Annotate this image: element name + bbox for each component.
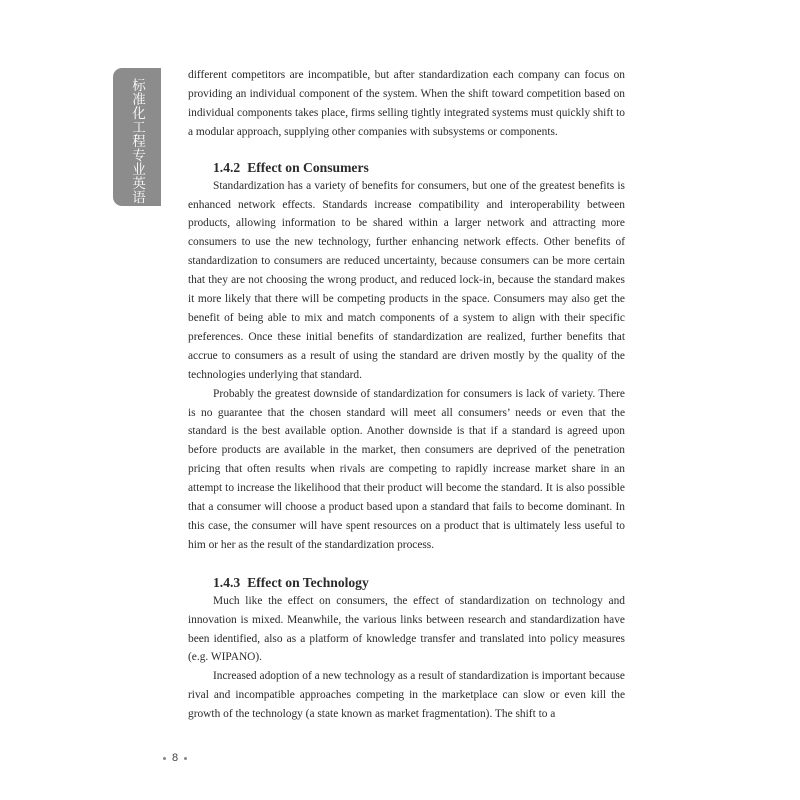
section-heading-consumers (188, 159, 625, 177)
technology-paragraph-2: Increased adoption of a new technology as a result of standardization is important because rival and incompatible approaches competing in the marketplace can slow or even kill the growth of the technology (a state known as market fragmentation). The shift to a (188, 670, 625, 721)
footer-dot-left (163, 757, 166, 760)
side-tab-label: 标准化工程专业英语 (129, 78, 145, 204)
footer-dot-right (184, 757, 187, 760)
section-number: 1.4.3 (213, 574, 241, 590)
section-title: Effect on Technology (247, 574, 369, 590)
consumers-paragraph-1: Standardization has a variety of benefits for consumers, but one of the greatest benefits is enhanced network effects. Standards increase compatibility and interoperability between products, allowing information to be shared within a larger network and attracting more consumers to use the new technology, further enhancing network effects. Other benefits of standardization to consumers are reduced uncertainty, because consumers can be more certain that they are not choosing the wrong product, and reduced lock-in, because the standard makes it more likely that there will be competing products in the space. Consumers may also get the benefit of being able to mix and match components of a system to align with their specific preferences. Once these initial benefits of standardization are realized, further benefits that accrue to consumers as a result of using the standard are driven mostly by the quality of the technologies underlying that standard. (188, 179, 625, 381)
section-number: 1.4.2 (213, 159, 241, 175)
intro-paragraph: different competitors are incompatible, but after standardization each company can focus on providing an individual component of the system. When the shift toward competition based on individual components takes place, firms selling tightly integrated systems must quickly shift to a modular approach, supplying other companies with subsystems or components. (188, 69, 625, 138)
technology-paragraph-1: Much like the effect on consumers, the effect of standardization on technology and innovation is mixed. Meanwhile, the various links between research and standardization have been identified, also as a platform of knowledge transfer and translated into policy measures (e.g. WIPANO). (188, 594, 625, 664)
consumers-paragraph-2: Probably the greatest downside of standardization for consumers is lack of variety. There is no guarantee that the chosen standard will meet all consumers’ needs or even that the standard is the best available option. Another downside is that if a standard is agreed upon before products are available in the market, then consumers are deprived of the penetration pricing that often results when rivals are competing to rapidly increase market share in an attempt to increase the likelihood that their product will become the standard. It is also possible that a consumer will choose a product based upon a standard that fails to become dominant. In this case, the consumer will have spent resources on a product that is ultimately less useful to him or her as the result of the standardization process. (188, 387, 625, 551)
section-heading-technology (188, 574, 625, 592)
page-footer (163, 752, 187, 764)
section-title: Effect on Consumers (247, 159, 369, 175)
page-body (188, 66, 625, 724)
page-number: 8 (172, 752, 179, 764)
chapter-side-tab (113, 68, 161, 206)
